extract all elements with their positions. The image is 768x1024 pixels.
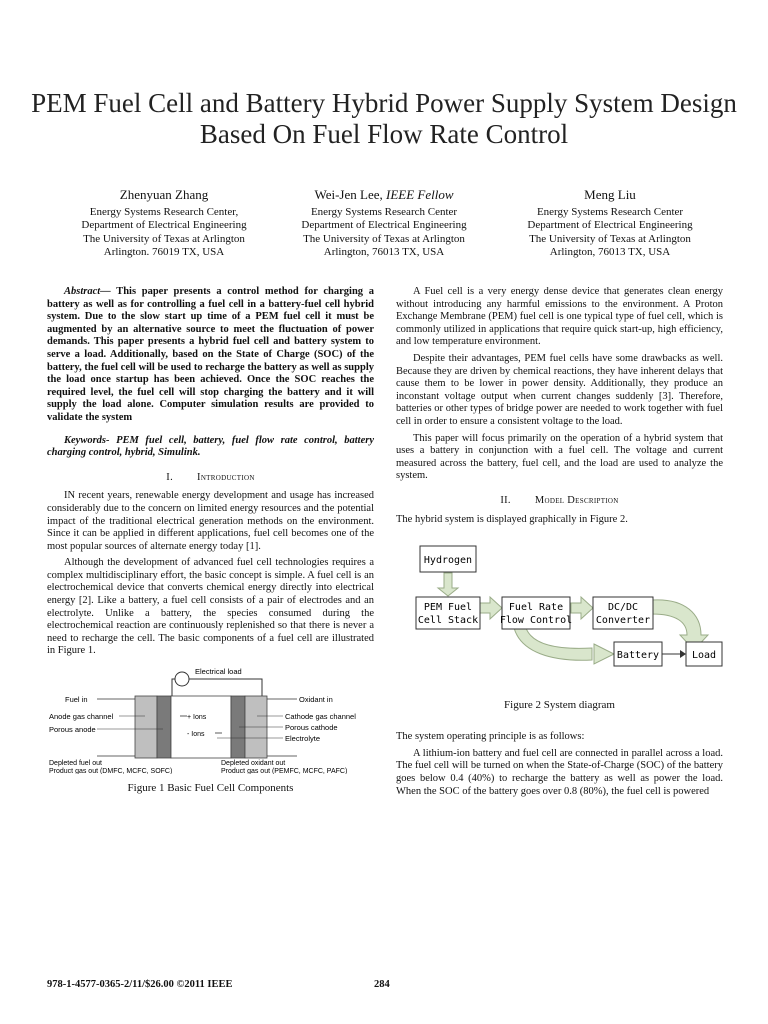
keywords: Keywords- PEM fuel cell, battery, fuel flow rate control, battery charging control, hybrid, Simulink. [47,434,374,459]
label-cathode-channel: Cathode gas channel [285,712,356,722]
abstract-text: — This paper presents a control method for charging a battery as well as for controlling a fuel cell in a battery-fuel cell hybrid system. Due to the slow start up time of a PEM fuel cell it must be augmented by an alternative source to meet the fluctuation of power demands. This paper presents a hybrid fuel cell and battery system to serve a load. Additionally, based on the State of Charge (SOC) of the battery, the fuel cell will be used to recharge the battery as well as supply the load once startup has been achieved. Once the SOC reaches the required level, the fuel cell will stop charging the battery and it will supply the load alone. Computer simulation results are provided to validate the system [47,286,374,423]
author-affiliation-line: The University of Texas at Arlington [83,232,245,245]
intro-paragraph: Although the development of advanced fuel cell technologies requires a complex multidisciplinary effort, the basic concept is simple. A fuel cell is an electrochemical device that converts chemical energy directly into electrical energy [2]. Like a battery, a fuel cell consists of a pair of electrodes and an electrolyte. Unlike a battery, the species consumed during the electrochemical reaction are continuously replenished so that there is never a need to recharge the cell. The basic components of a fuel cell are illustrated in Figure 1. [47,557,374,657]
operating-principle-paragraph: A lithium-ion battery and fuel cell are connected in parallel across a load. The fuel cell will be turned on when the State-of-Charge (SOC) of the battery goes below 0.4 (40%) to recharge the battery as well as power the load. When the SOC of the battery goes over 0.8 (80%), the fuel cell is powered [396,747,723,797]
author-affiliation-line: Arlington, 76013 TX, USA [323,246,445,259]
author-name: Meng Liu [584,187,636,202]
left-column [47,286,374,794]
title-line-1: PEM Fuel Cell and Battery Hybrid Power Supply System Design [31,88,737,118]
label-depleted-oxidant: Depleted oxidant out [221,760,286,768]
label-ions-1: + Ions [187,714,207,722]
footer-isbn: 978-1-4577-0365-2/11/$26.00 ©2011 IEEE [47,979,233,990]
label-anode-channel: Anode gas channel [49,712,114,722]
pem-label-2: Cell Stack [417,615,479,627]
author-affiliation-line: Energy Systems Research Center [310,206,458,218]
figure-1-caption: Figure 1 Basic Fuel Cell Components [127,781,294,794]
figure-2-caption: Figure 2 System diagram [504,698,615,711]
author-affiliation-line: The University of Texas at Arlington [529,232,691,245]
flow-label-2: Flow Control [499,615,573,627]
author-affiliation-line: Department of Electrical Engineering [301,219,467,232]
label-porous-cathode: Porous cathode [285,723,338,733]
battery-label: Battery [616,650,660,662]
load-label: Load [691,650,717,662]
title-line-2: Based On Fuel Flow Rate Control [199,119,569,149]
anode-gas-channel [135,696,157,758]
right-column [396,286,723,802]
figure-2-intro: The hybrid system is displayed graphically in Figure 2. [396,513,628,525]
label-depleted-fuel: Depleted fuel out [49,760,102,768]
section-heading-introduction: I. Introduction [166,471,255,483]
author-name: Wei-Jen Lee, IEEE Fellow [314,187,454,202]
fuel-cell-diagram [47,664,374,774]
dcdc-label-1: DC/DC [607,602,639,614]
author-title: IEEE Fellow [385,187,454,202]
author-affiliation-line: The University of Texas at Arlington [303,232,465,245]
body-paragraph: Despite their advantages, PEM fuel cells have some drawbacks as well. Because they are driven by chemical reactions, they have inherent delays that cause them to be lower in power density. Additionally, they produce an inconstant voltage output when current changes suddenly [3]. Therefore, batteries or other types of bridge power are needed to work together with fuel cell in order to ensure a consistent voltage to the load. [396,352,723,427]
dcdc-label-2: Converter [595,615,651,627]
page-number: 284 [374,979,390,990]
author-affiliation-line: Energy Systems Research Center [536,206,684,218]
paper-title [0,88,768,150]
author-affiliation-line: Arlington, 76013 TX, USA [549,246,671,259]
flow-label-1: Fuel Rate [508,602,564,614]
intro-paragraph: IN recent years, renewable energy development and usage has increased considerably due to the concern on limited energy resources and the potential impact of the traditional electrical generation methods on the environment. Since it can be applied in different applications, fuel cell becomes one of the most popular sources of alternate energy today [1]. [47,490,374,552]
arrow-hydrogen-to-pem [438,573,458,596]
load-symbol [175,672,189,686]
label-product-gas-right: Product gas out (PEMFC, MCFC, PAFC) [221,768,348,775]
author-affiliation-line: Department of Electrical Engineering [527,219,693,232]
pem-label-1: PEM Fuel [423,602,473,614]
section-heading-model-description: II. Model Description [500,494,619,506]
system-diagram [396,540,723,690]
body-paragraph: This paper will focus primarily on the operation of a hybrid system that uses a battery in conjunction with a fuel cell. The voltage and current measured across the battery, fuel cell, and the load are used to analyze the system. [396,432,723,482]
author-name: Zhenyuan Zhang [119,187,209,202]
figure-2 [396,540,723,711]
label-oxidant-in: Oxidant in [299,695,333,705]
figure-1 [47,664,374,794]
author-affiliation-line: Department of Electrical Engineering [81,219,247,232]
label-electrical-load: Electrical load [195,667,242,677]
author-block-2 [264,186,504,260]
author-affiliation-line: Energy Systems Research Center, [89,206,239,218]
label-electrolyte: Electrolyte [285,734,321,744]
label-fuel-in: Fuel in [65,695,88,705]
abstract-lead: Abstract [64,286,101,297]
author-affiliation-line: Arlington. 76019 TX, USA [103,246,225,259]
porous-anode [157,696,171,758]
arrow-flow-to-dcdc [571,597,593,619]
body-paragraph: A Fuel cell is a very energy dense device that generates clean energy without introducing any harmful emissions to the environment. A Proton Exchange Membrane (PEM) fuel cell is one typical type of fuel cell, which is commonly utilized in applications that require quick start-up, high efficiency, and low temperature environment. [396,286,723,348]
label-product-gas-left: Product gas out (DMFC, MCFC, SOFC) [49,768,173,775]
abstract [47,286,374,425]
hydrogen-label: Hydrogen [423,555,473,567]
electrolyte [171,696,231,758]
author-block-3 [490,186,730,260]
label-porous-anode: Porous anode [49,725,96,735]
arrow-pem-to-flow [480,597,502,619]
operating-principle-intro: The system operating principle is as follows: [396,731,585,743]
label-ions-2: - Ions [187,731,205,739]
author-block-1 [44,186,284,260]
